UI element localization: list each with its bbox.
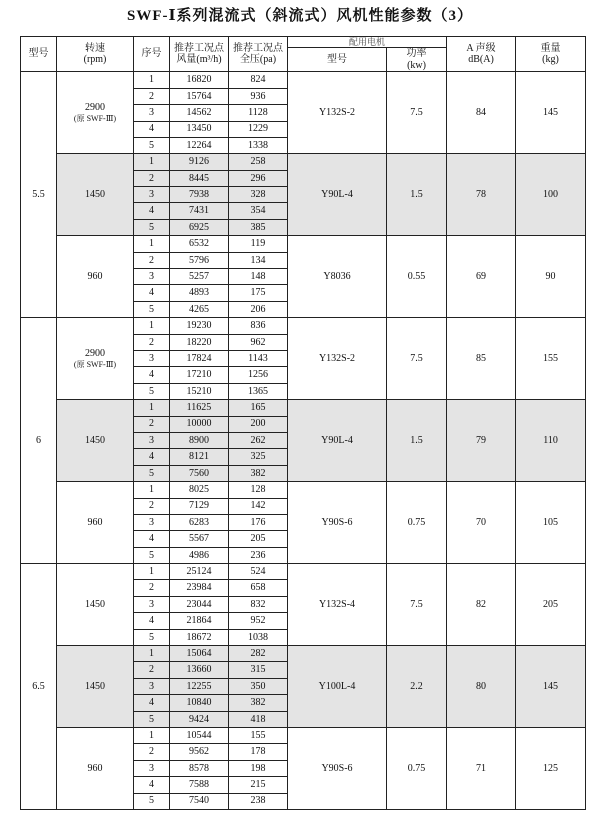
pressure-cell: 315	[229, 662, 288, 678]
weight-cell: 105	[516, 482, 586, 564]
pressure-cell: 385	[229, 219, 288, 235]
speed-value: 1450	[85, 434, 105, 446]
page-title: SWF-Ⅰ系列混流式（斜流式）风机性能参数（3）	[126, 8, 474, 24]
pressure-cell: 418	[229, 711, 288, 727]
seq-cell: 5	[134, 383, 170, 399]
seq-cell: 5	[134, 793, 170, 809]
seq-cell: 1	[134, 727, 170, 743]
flow-cell: 7540	[170, 793, 229, 809]
motor-model-cell: Y132S-2	[288, 72, 387, 154]
speed-note: (原 SWF-Ⅲ)	[73, 359, 117, 369]
flow-cell: 18672	[170, 629, 229, 645]
pressure-cell: 148	[229, 269, 288, 285]
speed-cell	[57, 646, 134, 728]
flow-cell: 5257	[170, 269, 229, 285]
weight-cell: 145	[516, 72, 586, 154]
flow-cell: 4265	[170, 301, 229, 317]
speed-cell	[57, 318, 134, 400]
flow-cell: 9562	[170, 744, 229, 760]
header-pressure-label: 推荐工况点	[233, 42, 283, 54]
power-cell: 0.55	[387, 236, 447, 318]
flow-cell: 10000	[170, 416, 229, 432]
header-motor-model: 型号	[288, 48, 387, 72]
pressure-cell: 119	[229, 236, 288, 252]
pressure-cell: 165	[229, 400, 288, 416]
speed-value: 2900	[85, 102, 105, 114]
power-cell: 2.2	[387, 646, 447, 728]
pressure-cell: 206	[229, 301, 288, 317]
weight-cell: 100	[516, 154, 586, 236]
seq-cell: 4	[134, 121, 170, 137]
speed-note: (原 SWF-Ⅲ)	[73, 113, 117, 123]
header-flow	[170, 37, 229, 72]
speed-value: 1450	[85, 598, 105, 610]
seq-cell: 4	[134, 449, 170, 465]
seq-cell: 1	[134, 482, 170, 498]
table-row	[21, 154, 586, 170]
pressure-cell: 824	[229, 72, 288, 88]
pressure-cell: 198	[229, 760, 288, 776]
header-flow-label: 推荐工况点	[174, 42, 224, 54]
header-speed	[57, 37, 134, 72]
pressure-cell: 1365	[229, 383, 288, 399]
seq-cell: 1	[134, 646, 170, 662]
pressure-cell: 325	[229, 449, 288, 465]
pressure-cell: 238	[229, 793, 288, 809]
speed-cell	[57, 154, 134, 236]
header-motor: 配用电机	[288, 37, 447, 48]
noise-cell: 70	[447, 482, 516, 564]
flow-cell: 6283	[170, 514, 229, 530]
motor-model-cell: Y132S-2	[288, 318, 387, 400]
seq-cell: 2	[134, 416, 170, 432]
flow-cell: 17824	[170, 350, 229, 366]
table-row	[21, 236, 586, 252]
seq-cell: 1	[134, 236, 170, 252]
model-cell: 6	[21, 318, 57, 564]
seq-cell: 5	[134, 219, 170, 235]
fan-performance-table	[20, 36, 586, 810]
table-row	[21, 727, 586, 743]
seq-cell: 4	[134, 285, 170, 301]
flow-cell: 7938	[170, 187, 229, 203]
header-pressure-unit: 全压(pa)	[239, 54, 277, 66]
seq-cell: 3	[134, 432, 170, 448]
table-row	[21, 72, 586, 88]
motor-model-cell: Y90L-4	[288, 400, 387, 482]
pressure-cell: 1338	[229, 137, 288, 153]
pressure-cell: 282	[229, 646, 288, 662]
noise-cell: 79	[447, 400, 516, 482]
seq-cell: 2	[134, 498, 170, 514]
table-row	[21, 318, 586, 334]
motor-model-cell: Y90L-4	[288, 154, 387, 236]
pressure-cell: 134	[229, 252, 288, 268]
table-row	[21, 400, 586, 416]
pressure-cell: 176	[229, 514, 288, 530]
header-power	[387, 48, 447, 72]
flow-cell: 6925	[170, 219, 229, 235]
pressure-cell: 236	[229, 547, 288, 563]
pressure-cell: 1128	[229, 105, 288, 121]
pressure-cell: 936	[229, 88, 288, 104]
pressure-cell: 1038	[229, 629, 288, 645]
seq-cell: 2	[134, 744, 170, 760]
flow-cell: 7431	[170, 203, 229, 219]
motor-model-cell: Y132S-4	[288, 564, 387, 646]
model-cell: 5.5	[21, 72, 57, 318]
weight-cell: 145	[516, 646, 586, 728]
flow-cell: 15764	[170, 88, 229, 104]
pressure-cell: 296	[229, 170, 288, 186]
header-model: 型号	[21, 37, 57, 72]
power-cell: 7.5	[387, 72, 447, 154]
flow-cell: 12255	[170, 678, 229, 694]
seq-cell: 4	[134, 613, 170, 629]
header-noise	[447, 37, 516, 72]
header-power-unit: (kw)	[407, 59, 426, 71]
noise-cell: 78	[447, 154, 516, 236]
table-row	[21, 482, 586, 498]
noise-cell: 84	[447, 72, 516, 154]
header-flow-unit: 风量(m³/h)	[176, 54, 222, 66]
flow-cell: 18220	[170, 334, 229, 350]
seq-cell: 3	[134, 596, 170, 612]
seq-cell: 5	[134, 547, 170, 563]
seq-cell: 2	[134, 252, 170, 268]
seq-cell: 3	[134, 678, 170, 694]
header-weight	[516, 37, 586, 72]
flow-cell: 5567	[170, 531, 229, 547]
seq-cell: 2	[134, 88, 170, 104]
seq-cell: 3	[134, 105, 170, 121]
seq-cell: 2	[134, 334, 170, 350]
header-weight-unit: (kg)	[542, 54, 559, 66]
flow-cell: 7588	[170, 777, 229, 793]
flow-cell: 23044	[170, 596, 229, 612]
speed-cell	[57, 727, 134, 809]
power-cell: 0.75	[387, 727, 447, 809]
flow-cell: 13450	[170, 121, 229, 137]
seq-cell: 4	[134, 777, 170, 793]
seq-cell: 1	[134, 154, 170, 170]
seq-cell: 5	[134, 137, 170, 153]
pressure-cell: 832	[229, 596, 288, 612]
seq-cell: 1	[134, 318, 170, 334]
noise-cell: 85	[447, 318, 516, 400]
pressure-cell: 155	[229, 727, 288, 743]
table-row	[21, 646, 586, 662]
seq-cell: 2	[134, 662, 170, 678]
speed-cell	[57, 482, 134, 564]
flow-cell: 6532	[170, 236, 229, 252]
flow-cell: 17210	[170, 367, 229, 383]
flow-cell: 10544	[170, 727, 229, 743]
seq-cell: 1	[134, 564, 170, 580]
noise-cell: 80	[447, 646, 516, 728]
pressure-cell: 328	[229, 187, 288, 203]
noise-cell: 71	[447, 727, 516, 809]
pressure-cell: 215	[229, 777, 288, 793]
flow-cell: 16820	[170, 72, 229, 88]
flow-cell: 8445	[170, 170, 229, 186]
power-cell: 7.5	[387, 564, 447, 646]
speed-value: 960	[87, 270, 103, 282]
pressure-cell: 836	[229, 318, 288, 334]
pressure-cell: 1143	[229, 350, 288, 366]
pressure-cell: 952	[229, 613, 288, 629]
flow-cell: 10840	[170, 695, 229, 711]
speed-value: 1450	[85, 680, 105, 692]
header-seq: 序号	[134, 37, 170, 72]
flow-cell: 14562	[170, 105, 229, 121]
power-cell: 0.75	[387, 482, 447, 564]
pressure-cell: 382	[229, 695, 288, 711]
seq-cell: 5	[134, 629, 170, 645]
seq-cell: 4	[134, 695, 170, 711]
table-body	[21, 72, 586, 810]
power-cell: 7.5	[387, 318, 447, 400]
flow-cell: 15210	[170, 383, 229, 399]
seq-cell: 4	[134, 203, 170, 219]
speed-cell	[57, 400, 134, 482]
motor-model-cell: Y90S-6	[288, 482, 387, 564]
motor-model-cell: Y90S-6	[288, 727, 387, 809]
pressure-cell: 142	[229, 498, 288, 514]
flow-cell: 9126	[170, 154, 229, 170]
speed-cell	[57, 72, 134, 154]
table-row	[21, 564, 586, 580]
table-header	[21, 37, 586, 72]
flow-cell: 7129	[170, 498, 229, 514]
flow-cell: 15064	[170, 646, 229, 662]
header-weight-label: 重量	[540, 42, 561, 54]
flow-cell: 23984	[170, 580, 229, 596]
header-noise-label: A 声级	[466, 42, 496, 54]
seq-cell: 3	[134, 514, 170, 530]
motor-model-cell: Y8036	[288, 236, 387, 318]
header-speed-label: 转速	[85, 42, 105, 54]
header-pressure	[229, 37, 288, 72]
seq-cell: 3	[134, 350, 170, 366]
seq-cell: 3	[134, 760, 170, 776]
weight-cell: 155	[516, 318, 586, 400]
flow-cell: 8025	[170, 482, 229, 498]
weight-cell: 205	[516, 564, 586, 646]
speed-value: 1450	[85, 189, 105, 201]
speed-value: 960	[87, 516, 103, 528]
pressure-cell: 262	[229, 432, 288, 448]
flow-cell: 9424	[170, 711, 229, 727]
pressure-cell: 205	[229, 531, 288, 547]
seq-cell: 4	[134, 531, 170, 547]
weight-cell: 125	[516, 727, 586, 809]
pressure-cell: 178	[229, 744, 288, 760]
pressure-cell: 350	[229, 678, 288, 694]
speed-value: 2900	[85, 348, 105, 360]
pressure-cell: 200	[229, 416, 288, 432]
seq-cell: 5	[134, 465, 170, 481]
pressure-cell: 175	[229, 285, 288, 301]
power-cell: 1.5	[387, 400, 447, 482]
flow-cell: 19230	[170, 318, 229, 334]
seq-cell: 5	[134, 711, 170, 727]
seq-cell: 2	[134, 580, 170, 596]
motor-model-cell: Y100L-4	[288, 646, 387, 728]
flow-cell: 8578	[170, 760, 229, 776]
speed-value: 960	[87, 762, 103, 774]
flow-cell: 21864	[170, 613, 229, 629]
pressure-cell: 1256	[229, 367, 288, 383]
seq-cell: 1	[134, 400, 170, 416]
flow-cell: 25124	[170, 564, 229, 580]
model-cell: 6.5	[21, 564, 57, 810]
speed-cell	[57, 564, 134, 646]
seq-cell: 3	[134, 187, 170, 203]
seq-cell: 3	[134, 269, 170, 285]
flow-cell: 8121	[170, 449, 229, 465]
seq-cell: 4	[134, 367, 170, 383]
weight-cell: 90	[516, 236, 586, 318]
header-speed-unit: (rpm)	[83, 54, 107, 66]
flow-cell: 5796	[170, 252, 229, 268]
pressure-cell: 658	[229, 580, 288, 596]
flow-cell: 12264	[170, 137, 229, 153]
pressure-cell: 524	[229, 564, 288, 580]
seq-cell: 5	[134, 301, 170, 317]
flow-cell: 4893	[170, 285, 229, 301]
pressure-cell: 962	[229, 334, 288, 350]
flow-cell: 13660	[170, 662, 229, 678]
pressure-cell: 128	[229, 482, 288, 498]
flow-cell: 8900	[170, 432, 229, 448]
flow-cell: 4986	[170, 547, 229, 563]
header-power-label: 功率	[406, 48, 427, 60]
weight-cell: 110	[516, 400, 586, 482]
pressure-cell: 258	[229, 154, 288, 170]
seq-cell: 2	[134, 170, 170, 186]
power-cell: 1.5	[387, 154, 447, 236]
header-noise-unit: dB(A)	[468, 54, 494, 66]
noise-cell: 82	[447, 564, 516, 646]
speed-cell	[57, 236, 134, 318]
noise-cell: 69	[447, 236, 516, 318]
flow-cell: 7560	[170, 465, 229, 481]
seq-cell: 1	[134, 72, 170, 88]
flow-cell: 11625	[170, 400, 229, 416]
pressure-cell: 382	[229, 465, 288, 481]
pressure-cell: 1229	[229, 121, 288, 137]
pressure-cell: 354	[229, 203, 288, 219]
